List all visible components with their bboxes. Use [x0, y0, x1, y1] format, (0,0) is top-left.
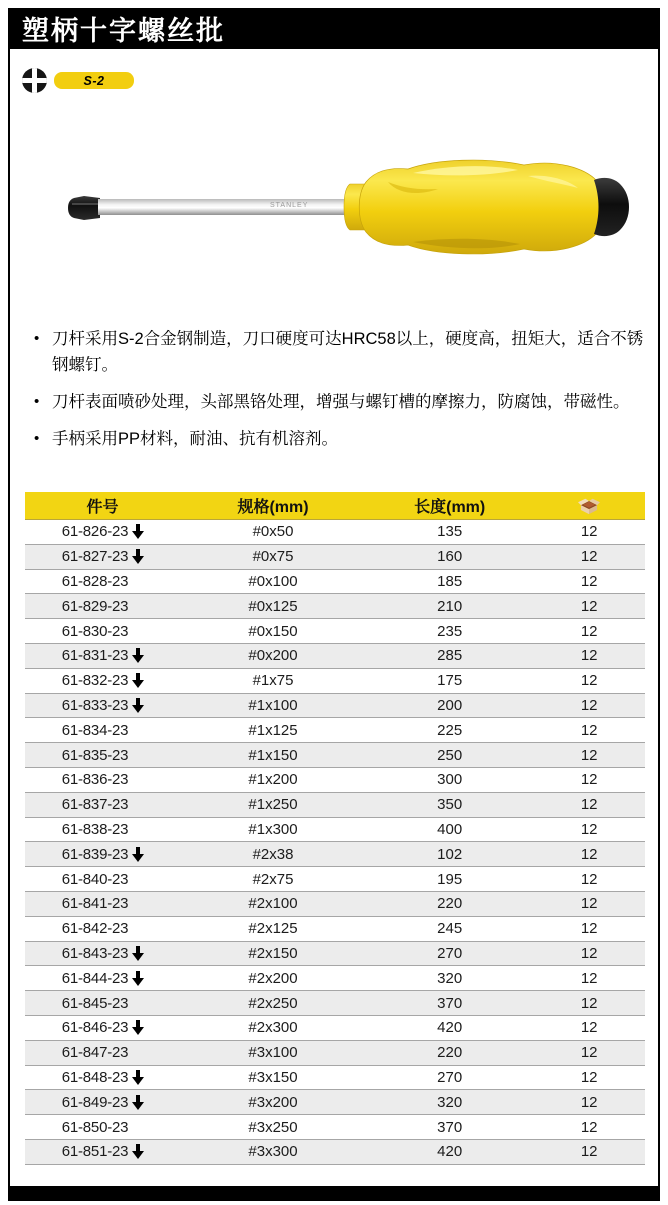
material-badge — [54, 72, 134, 89]
part-number: 61-840-23 — [61, 870, 129, 888]
down-arrow-icon — [132, 1070, 144, 1085]
qty-cell: 12 — [580, 721, 598, 739]
table-row — [25, 793, 645, 818]
screwdriver-illustration — [58, 136, 633, 286]
phillips-cross-vertical — [32, 68, 37, 93]
table-row — [25, 694, 645, 719]
qty-cell: 12 — [580, 1118, 598, 1136]
qty-cell: 12 — [580, 969, 598, 987]
length-cell: 285 — [437, 647, 463, 665]
qty-cell: 12 — [580, 870, 598, 888]
part-number: 61-850-23 — [61, 1118, 129, 1136]
length-cell: 200 — [437, 696, 463, 714]
part-number-cell — [25, 1143, 180, 1160]
arrow-slot — [132, 1095, 147, 1110]
length-cell: 400 — [437, 820, 463, 838]
length-cell: 320 — [437, 1093, 463, 1111]
arrow-slot — [132, 624, 147, 639]
table-row — [25, 644, 645, 669]
qty-cell: 12 — [580, 1093, 598, 1111]
phillips-drive-icon — [22, 68, 47, 93]
arrow-slot — [132, 549, 147, 564]
part-number-cell — [25, 1094, 180, 1111]
spec-cell: #1x300 — [248, 820, 298, 838]
length-cell: 300 — [437, 771, 463, 789]
length-cell: 102 — [437, 845, 463, 863]
arrow-slot — [132, 872, 147, 887]
table-row — [25, 966, 645, 991]
part-number: 61-834-23 — [61, 721, 129, 739]
length-cell: 225 — [437, 721, 463, 739]
part-number-cell — [25, 796, 180, 813]
length-cell: 185 — [437, 572, 463, 590]
qty-cell: 12 — [580, 1143, 598, 1161]
table-row — [25, 669, 645, 694]
arrow-slot — [132, 673, 147, 688]
length-cell: 160 — [437, 548, 463, 566]
part-number: 61-847-23 — [61, 1044, 129, 1062]
qty-cell: 12 — [580, 572, 598, 590]
part-number-cell — [25, 1069, 180, 1086]
part-number-cell — [25, 895, 180, 912]
part-number: 61-837-23 — [61, 796, 129, 814]
arrow-slot — [132, 1045, 147, 1060]
arrow-slot — [132, 996, 147, 1011]
part-number-cell — [25, 821, 180, 838]
material-badge-label: S-2 — [83, 73, 105, 88]
spec-cell: #2x75 — [252, 870, 294, 888]
spec-cell: #1x200 — [248, 771, 298, 789]
part-number: 61-839-23 — [61, 845, 129, 863]
header-spec: 规格(mm) — [237, 499, 309, 516]
spec-cell: #2x150 — [248, 944, 298, 962]
part-number: 61-849-23 — [61, 1093, 129, 1111]
feature-item — [34, 426, 646, 452]
down-arrow-icon — [132, 524, 144, 539]
arrow-slot — [132, 599, 147, 614]
arrow-slot — [132, 648, 147, 663]
qty-cell: 12 — [580, 1068, 598, 1086]
spec-cell: #0x75 — [252, 548, 294, 566]
page-title: 塑柄十字螺丝批 — [22, 16, 225, 46]
part-number-cell — [25, 523, 180, 540]
spec-cell: #0x125 — [248, 597, 298, 615]
qty-cell: 12 — [580, 796, 598, 814]
table-row — [25, 1016, 645, 1041]
part-number: 61-844-23 — [61, 969, 129, 987]
part-number: 61-848-23 — [61, 1068, 129, 1086]
down-arrow-icon — [132, 847, 144, 862]
bullet-dot: • — [34, 330, 40, 347]
length-cell: 235 — [437, 622, 463, 640]
qty-cell: 12 — [580, 597, 598, 615]
down-arrow-icon — [132, 1095, 144, 1110]
shaft-brand-text: STANLEY — [270, 202, 309, 209]
arrow-slot — [132, 822, 147, 837]
qty-cell: 12 — [580, 895, 598, 913]
part-number: 61-832-23 — [61, 672, 129, 690]
header-part-number: 件号 — [86, 499, 119, 516]
arrow-slot — [132, 1070, 147, 1085]
spec-table — [25, 492, 645, 1165]
length-cell: 350 — [437, 796, 463, 814]
part-number-cell — [25, 945, 180, 962]
table-row — [25, 867, 645, 892]
feature-list — [34, 326, 646, 463]
arrow-slot — [132, 946, 147, 961]
down-arrow-icon — [132, 698, 144, 713]
part-number: 61-826-23 — [61, 523, 129, 541]
carton-box-icon — [577, 497, 601, 515]
table-row — [25, 570, 645, 595]
length-cell: 220 — [437, 895, 463, 913]
table-row — [25, 917, 645, 942]
length-cell: 320 — [437, 969, 463, 987]
qty-cell: 12 — [580, 672, 598, 690]
part-number: 61-829-23 — [61, 597, 129, 615]
qty-cell: 12 — [580, 944, 598, 962]
part-number-cell — [25, 598, 180, 615]
spec-cell: #0x200 — [248, 647, 298, 665]
part-number: 61-831-23 — [61, 647, 129, 665]
part-number: 61-845-23 — [61, 994, 129, 1012]
table-row — [25, 718, 645, 743]
table-row — [25, 991, 645, 1016]
feature-text: 刀杆表面喷砂处理，头部黑铬处理，增强与螺钉槽的摩擦力，防腐蚀，带磁性。 — [52, 393, 630, 411]
spec-cell: #0x50 — [252, 523, 294, 541]
length-cell: 250 — [437, 746, 463, 764]
spec-cell: #0x150 — [248, 622, 298, 640]
part-number-cell — [25, 995, 180, 1012]
part-number-cell — [25, 771, 180, 788]
part-number: 61-830-23 — [61, 622, 129, 640]
arrow-slot — [132, 723, 147, 738]
part-number-cell — [25, 573, 180, 590]
spec-cell: #3x250 — [248, 1118, 298, 1136]
spec-cell: #1x250 — [248, 796, 298, 814]
part-number-cell — [25, 623, 180, 640]
table-row — [25, 545, 645, 570]
arrow-slot — [132, 971, 147, 986]
qty-cell: 12 — [580, 1019, 598, 1037]
header-pack-qty — [533, 497, 645, 515]
part-number-cell — [25, 647, 180, 664]
part-number-cell — [25, 1044, 180, 1061]
table-row — [25, 942, 645, 967]
feature-item — [34, 389, 646, 415]
length-cell: 175 — [437, 672, 463, 690]
qty-cell: 12 — [580, 845, 598, 863]
bullet-dot: • — [34, 430, 40, 447]
spec-cell: #2x125 — [248, 920, 298, 938]
part-number: 61-833-23 — [61, 696, 129, 714]
spec-cell: #2x38 — [252, 845, 294, 863]
part-number-cell — [25, 1019, 180, 1036]
length-cell: 210 — [437, 597, 463, 615]
table-row — [25, 743, 645, 768]
part-number-cell — [25, 747, 180, 764]
part-number: 61-836-23 — [61, 771, 129, 789]
spec-cell: #1x75 — [252, 672, 294, 690]
qty-cell: 12 — [580, 696, 598, 714]
arrow-slot — [132, 748, 147, 763]
header-length: 长度(mm) — [414, 499, 486, 516]
part-number: 61-841-23 — [61, 895, 129, 913]
part-number-cell — [25, 846, 180, 863]
spec-cell: #2x250 — [248, 994, 298, 1012]
down-arrow-icon — [132, 673, 144, 688]
part-number-cell — [25, 672, 180, 689]
feature-item — [34, 326, 646, 378]
part-number: 61-851-23 — [61, 1143, 129, 1161]
length-cell: 220 — [437, 1044, 463, 1062]
footer-bar — [8, 1186, 660, 1201]
length-cell: 135 — [437, 523, 463, 541]
catalog-page — [8, 8, 660, 1201]
screwdriver-shaft — [98, 199, 356, 215]
qty-cell: 12 — [580, 994, 598, 1012]
part-number-cell — [25, 970, 180, 987]
part-number: 61-827-23 — [61, 548, 129, 566]
length-cell: 270 — [437, 1068, 463, 1086]
part-number-cell — [25, 697, 180, 714]
arrow-slot — [132, 1120, 147, 1135]
part-number: 61-843-23 — [61, 944, 129, 962]
arrow-slot — [132, 847, 147, 862]
spec-cell: #1x100 — [248, 696, 298, 714]
part-number-cell — [25, 871, 180, 888]
qty-cell: 12 — [580, 548, 598, 566]
table-row — [25, 768, 645, 793]
part-number: 61-828-23 — [61, 572, 129, 590]
spec-cell: #2x100 — [248, 895, 298, 913]
arrow-slot — [132, 574, 147, 589]
down-arrow-icon — [132, 946, 144, 961]
qty-cell: 12 — [580, 647, 598, 665]
table-row — [25, 1090, 645, 1115]
table-header-row — [25, 492, 645, 520]
spec-cell: #3x300 — [248, 1143, 298, 1161]
product-image — [58, 136, 633, 286]
spec-cell: #3x100 — [248, 1044, 298, 1062]
qty-cell: 12 — [580, 622, 598, 640]
spec-cell: #2x200 — [248, 969, 298, 987]
part-number: 61-842-23 — [61, 920, 129, 938]
down-arrow-icon — [132, 1020, 144, 1035]
table-row — [25, 619, 645, 644]
qty-cell: 12 — [580, 1044, 598, 1062]
qty-cell: 12 — [580, 746, 598, 764]
arrow-slot — [132, 1020, 147, 1035]
feature-text: 手柄采用PP材料，耐油、抗有机溶剂。 — [52, 430, 339, 448]
arrow-slot — [132, 772, 147, 787]
spec-cell: #3x150 — [248, 1068, 298, 1086]
part-number: 61-838-23 — [61, 820, 129, 838]
down-arrow-icon — [132, 648, 144, 663]
length-cell: 370 — [437, 1118, 463, 1136]
table-row — [25, 594, 645, 619]
down-arrow-icon — [132, 549, 144, 564]
part-number-cell — [25, 920, 180, 937]
arrow-slot — [132, 797, 147, 812]
length-cell: 420 — [437, 1019, 463, 1037]
arrow-slot — [132, 1144, 147, 1159]
page-title-bar — [8, 8, 660, 49]
arrow-slot — [132, 921, 147, 936]
table-row — [25, 520, 645, 545]
length-cell: 270 — [437, 944, 463, 962]
part-number-cell — [25, 548, 180, 565]
qty-cell: 12 — [580, 523, 598, 541]
part-number: 61-846-23 — [61, 1019, 129, 1037]
table-row — [25, 1140, 645, 1165]
spec-cell: #3x200 — [248, 1093, 298, 1111]
down-arrow-icon — [132, 1144, 144, 1159]
spec-cell: #2x300 — [248, 1019, 298, 1037]
table-row — [25, 1066, 645, 1091]
spec-table-body — [25, 520, 645, 1165]
arrow-slot — [132, 896, 147, 911]
length-cell: 370 — [437, 994, 463, 1012]
part-number: 61-835-23 — [61, 746, 129, 764]
length-cell: 420 — [437, 1143, 463, 1161]
down-arrow-icon — [132, 971, 144, 986]
table-row — [25, 818, 645, 843]
table-row — [25, 1041, 645, 1066]
spec-cell: #0x100 — [248, 572, 298, 590]
part-number-cell — [25, 722, 180, 739]
table-row — [25, 1115, 645, 1140]
table-row — [25, 892, 645, 917]
table-row — [25, 842, 645, 867]
handle-end-cap — [594, 178, 629, 236]
arrow-slot — [132, 698, 147, 713]
qty-cell: 12 — [580, 771, 598, 789]
screwdriver-tip — [68, 196, 100, 220]
bullet-dot: • — [34, 393, 40, 410]
spec-cell: #1x125 — [248, 721, 298, 739]
part-number-cell — [25, 1119, 180, 1136]
length-cell: 245 — [437, 920, 463, 938]
length-cell: 195 — [437, 870, 463, 888]
feature-text: 刀杆采用S-2合金钢制造，刀口硬度可达HRC58以上，硬度高，扭矩大，适合不锈钢螺钉。 — [52, 330, 644, 374]
qty-cell: 12 — [580, 920, 598, 938]
qty-cell: 12 — [580, 820, 598, 838]
spec-cell: #1x150 — [248, 746, 298, 764]
arrow-slot — [132, 524, 147, 539]
